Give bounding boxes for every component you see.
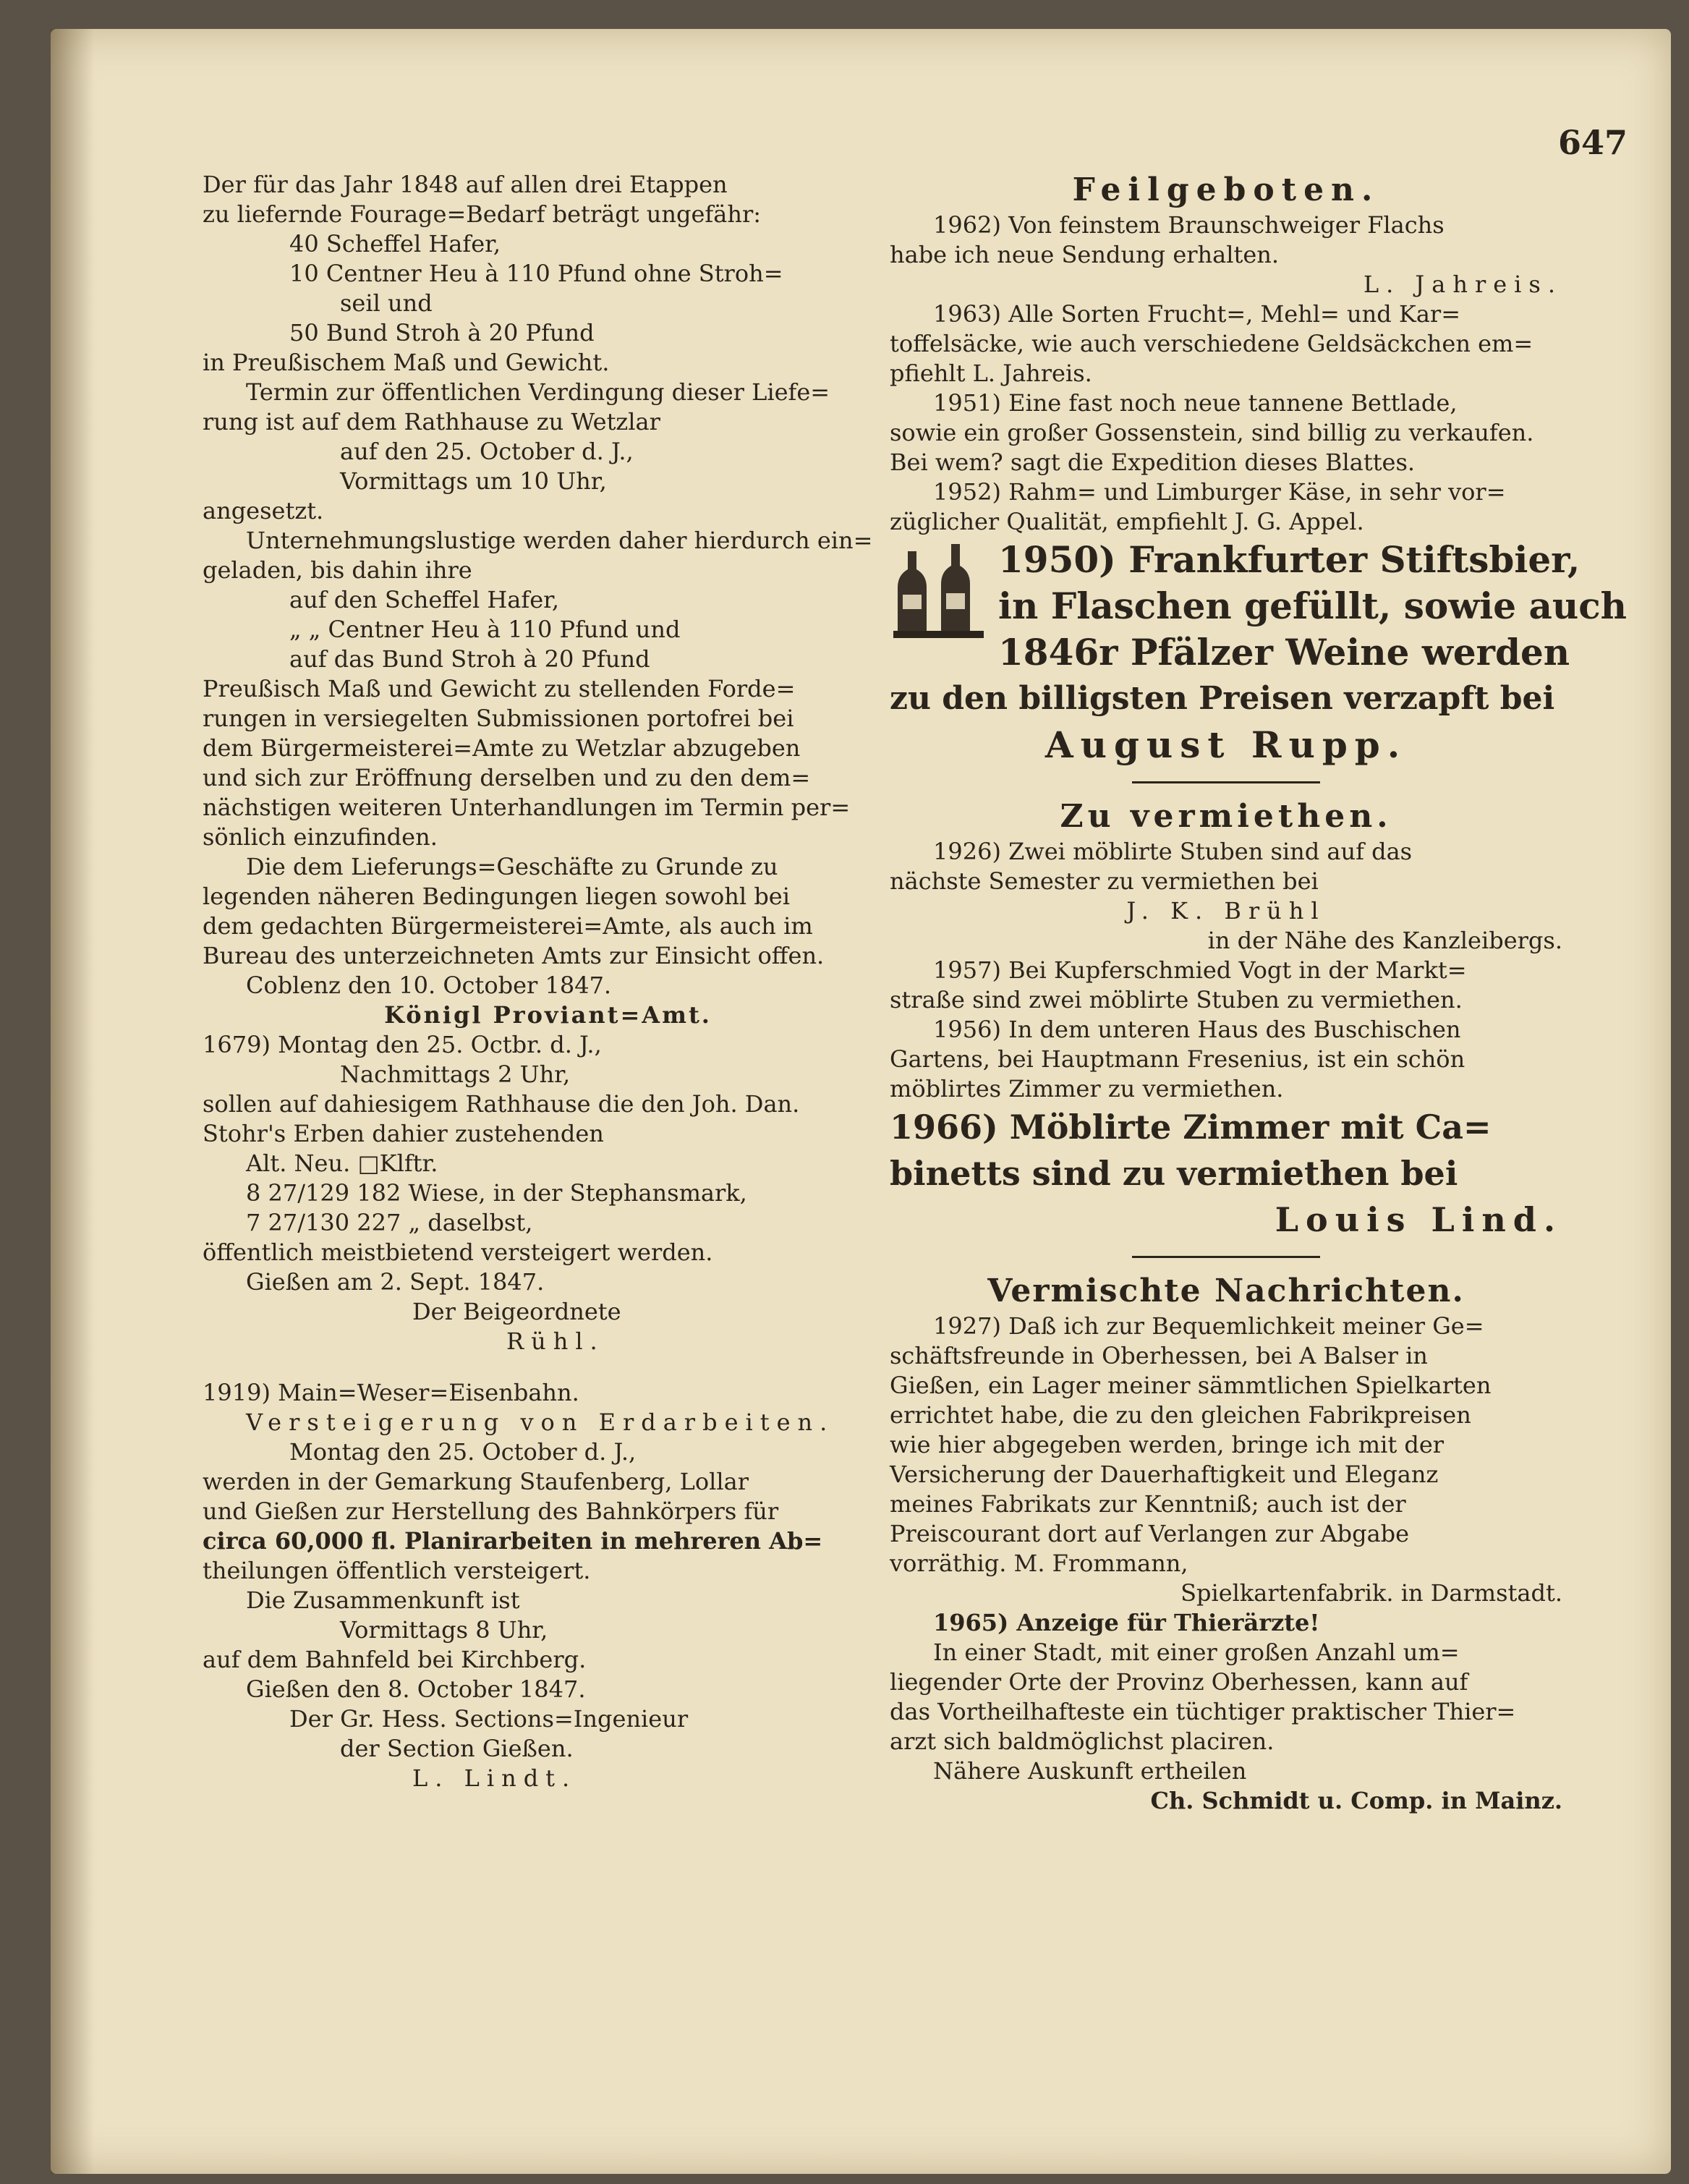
book-spine-shadow <box>51 29 94 2174</box>
text-line: 40 Scheffel Hafer, <box>289 230 501 258</box>
text-line: Gießen den 8. October 1847. <box>246 1675 586 1703</box>
signature: Königl Proviant=Amt. <box>384 1001 712 1029</box>
text-line: „ „ Centner Heu à 110 Pfund und <box>289 616 681 643</box>
text-line: habe ich neue Sendung erhalten. <box>890 241 1280 268</box>
text-line: nächstigen weiteren Unterhandlungen im Termin per= <box>203 794 851 821</box>
ad-subtitle: Versteigerung von Erdarbeiten. <box>246 1408 835 1436</box>
text-line: und sich zur Eröffnung derselben und zu den dem= <box>203 764 811 791</box>
text-line: In einer Stadt, mit einer großen Anzahl um= <box>933 1639 1460 1666</box>
text-line: 1927) Daß ich zur Bequemlichkeit meiner Ge= <box>933 1312 1484 1340</box>
text-line: schäftsfreunde in Oberhessen, bei A Balser in <box>890 1342 1428 1369</box>
text-line: liegender Orte der Provinz Oberhessen, kann auf <box>890 1668 1468 1696</box>
text-line: das Vortheilhafteste ein tüchtiger praktischer Thier= <box>890 1698 1516 1725</box>
text-line: geladen, bis dahin ihre <box>203 556 472 584</box>
text-line: Gartens, bei Hauptmann Fresenius, ist ein schön <box>890 1045 1465 1073</box>
text-line: 1952) Rahm= und Limburger Käse, in sehr vor= <box>933 478 1506 506</box>
text-line: nächste Semester zu vermiethen bei <box>890 867 1319 895</box>
text-line: werden in der Gemarkung Staufenberg, Lollar <box>203 1468 749 1495</box>
text-line: 8 27/129 182 Wiese, in der Stephansmark, <box>246 1179 747 1207</box>
signature: Der Beigeordnete <box>412 1298 621 1325</box>
text-line: arzt sich baldmöglichst placiren. <box>890 1728 1275 1755</box>
text-line: Nachmittags 2 Uhr, <box>340 1061 571 1088</box>
text-line: Montag den 25. October d. J., <box>289 1438 637 1466</box>
text-line: 1679) Montag den 25. Octbr. d. J., <box>203 1031 602 1058</box>
ad-line: in Flaschen gefüllt, sowie auch <box>998 585 1627 627</box>
divider <box>1132 781 1320 783</box>
signature: Der Gr. Hess. Sections=Ingenieur <box>289 1705 689 1733</box>
text-line: straße sind zwei möblirte Stuben zu vermiethen. <box>890 986 1463 1014</box>
left-column <box>203 170 893 1793</box>
text-line: rungen in versiegelten Submissionen portofrei bei <box>203 705 794 732</box>
text-line: in der Nähe des Kanzleibergs. <box>1207 927 1562 954</box>
text-line: theilungen öffentlich versteigert. <box>203 1557 591 1584</box>
text-line: auf dem Bahnfeld bei Kirchberg. <box>203 1646 587 1673</box>
text-line: Preiscourant dort auf Verlangen zur Abgabe <box>890 1520 1410 1547</box>
text-line: 50 Bund Stroh à 20 Pfund <box>289 319 595 347</box>
text-line: 10 Centner Heu à 110 Pfund ohne Stroh= <box>289 260 783 287</box>
page-number: 647 <box>1557 123 1628 162</box>
text-line: rung ist auf dem Rathhause zu Wetzlar <box>203 408 660 435</box>
text-line: Bureau des unterzeichneten Amts zur Einsicht offen. <box>203 942 825 969</box>
text-line: Vormittags 8 Uhr, <box>340 1616 548 1644</box>
text-line: und Gießen zur Herstellung des Bahnkörpers für <box>203 1497 779 1525</box>
ad-line: 1950) Frankfurter Stiftsbier, <box>998 538 1580 581</box>
text-line: J. K. Brühl <box>1126 897 1326 925</box>
text-line: meines Fabrikats zur Kenntniß; auch ist der <box>890 1490 1406 1518</box>
signature: Rühl. <box>506 1327 605 1355</box>
text-line: Preußisch Maß und Gewicht zu stellenden Forde= <box>203 675 796 702</box>
bottles-icon <box>882 537 991 645</box>
ad-line: 1966) Möblirte Zimmer mit Ca= <box>890 1108 1492 1147</box>
text-line: sowie ein großer Gossenstein, sind billig zu verkaufen. <box>890 419 1534 446</box>
signature: der Section Gießen. <box>340 1735 574 1762</box>
text-line: Gießen, ein Lager meiner sämmtlichen Spielkarten <box>890 1372 1492 1399</box>
text-line: legenden näheren Bedingungen liegen sowohl bei <box>203 883 790 910</box>
text-line: Die dem Lieferungs=Geschäfte zu Grunde zu <box>246 853 778 880</box>
text-line: L. Jahreis. <box>1363 271 1562 298</box>
text-line: circa 60,000 fl. Planirarbeiten in mehreren Ab= <box>203 1527 823 1555</box>
text-line: auf den 25. October d. J., <box>340 438 634 465</box>
text-line: 1962) Von feinstem Braunschweiger Flachs <box>933 211 1445 239</box>
ad-title: 1919) Main=Weser=Eisenbahn. <box>203 1379 579 1406</box>
text-line: 1926) Zwei möblirte Stuben sind auf das <box>933 838 1413 865</box>
beer-advertisement <box>890 537 1627 768</box>
text-line: 1951) Eine fast noch neue tannene Bettlade, <box>933 389 1458 417</box>
text-line: vorräthig. M. Frommann, <box>890 1550 1188 1577</box>
text-line: Spielkartenfabrik. in Darmstadt. <box>1180 1579 1562 1607</box>
text-line: angesetzt. <box>203 497 324 524</box>
text-line: zu liefernde Fourage=Bedarf beträgt ungefähr: <box>203 200 762 228</box>
text-line: Versicherung der Dauerhaftigkeit und Eleganz <box>890 1461 1439 1488</box>
text-line: züglicher Qualität, empfiehlt J. G. Appel. <box>890 508 1364 535</box>
text-line: 7 27/130 227 „ daselbst, <box>246 1209 533 1236</box>
text-line: 1957) Bei Kupferschmied Vogt in der Markt= <box>933 956 1467 984</box>
text-line: möblirtes Zimmer zu vermiethen. <box>890 1075 1284 1102</box>
text-line: Unternehmungslustige werden daher hierdurch ein= <box>246 527 873 554</box>
text-line: 1956) In dem unteren Haus des Buschischen <box>933 1016 1461 1043</box>
text-line: Stohr's Erben dahier zustehenden <box>203 1120 604 1147</box>
text-line: auf den Scheffel Hafer, <box>289 586 560 613</box>
ad-line: August Rupp. <box>1045 723 1408 766</box>
text-line: dem gedachten Bürgermeisterei=Amte, als auch im <box>203 912 813 940</box>
text-line: 1965) Anzeige für Thierärzte! <box>933 1609 1320 1636</box>
text-line: pfiehlt L. Jahreis. <box>890 360 1092 387</box>
ad-line: 1846r Pfälzer Weine werden <box>998 631 1570 674</box>
text-line: Gießen am 2. Sept. 1847. <box>246 1268 545 1296</box>
text-line: 1963) Alle Sorten Frucht=, Mehl= und Kar= <box>933 300 1460 328</box>
text-line: öffentlich meistbietend versteigert werden. <box>203 1238 713 1266</box>
text-line: auf das Bund Stroh à 20 Pfund <box>289 645 650 673</box>
divider <box>1132 1256 1320 1258</box>
ad-line: Louis Lind. <box>1275 1200 1562 1239</box>
ad-line: zu den billigsten Preisen verzapft bei <box>890 680 1555 717</box>
text-line: toffelsäcke, wie auch verschiedene Geldsäckchen em= <box>890 330 1533 357</box>
text-line: wie hier abgegeben werden, bringe ich mit der <box>890 1431 1445 1458</box>
text-line: Bei wem? sagt die Expedition dieses Blattes. <box>890 449 1416 476</box>
signature: Ch. Schmidt u. Comp. in Mainz. <box>1150 1787 1562 1814</box>
ad-line: binetts sind zu vermiethen bei <box>890 1154 1458 1193</box>
section-heading-sale: Feilgeboten. <box>1072 171 1380 208</box>
section-heading-rent: Zu vermiethen. <box>1060 798 1392 835</box>
text-line: seil und <box>340 289 433 317</box>
signature: L. Lindt. <box>412 1764 577 1792</box>
text-line: Die Zusammenkunft ist <box>246 1586 520 1614</box>
text-line: Vormittags um 10 Uhr, <box>340 467 607 495</box>
text-line: Der für das Jahr 1848 auf allen drei Etappen <box>203 171 728 198</box>
text-line: Termin zur öffentlichen Verdingung dieser Liefe= <box>246 378 830 406</box>
text-line: sollen auf dahiesigem Rathhause die den Joh. Dan. <box>203 1090 800 1118</box>
newspaper-page <box>51 29 1671 2174</box>
text-line: dem Bürgermeisterei=Amte zu Wetzlar abzugeben <box>203 734 801 762</box>
text-line: in Preußischem Maß und Gewicht. <box>203 349 610 376</box>
text-line: Alt. Neu. □Klftr. <box>246 1150 438 1177</box>
section-heading-misc: Vermischte Nachrichten. <box>987 1272 1465 1309</box>
text-line: errichtet habe, die zu den gleichen Fabrikpreisen <box>890 1401 1471 1429</box>
text-line: Nähere Auskunft ertheilen <box>933 1757 1247 1785</box>
text-line: Coblenz den 10. October 1847. <box>246 972 612 999</box>
right-column <box>890 170 1627 1816</box>
text-line: sönlich einzufinden. <box>203 823 438 851</box>
